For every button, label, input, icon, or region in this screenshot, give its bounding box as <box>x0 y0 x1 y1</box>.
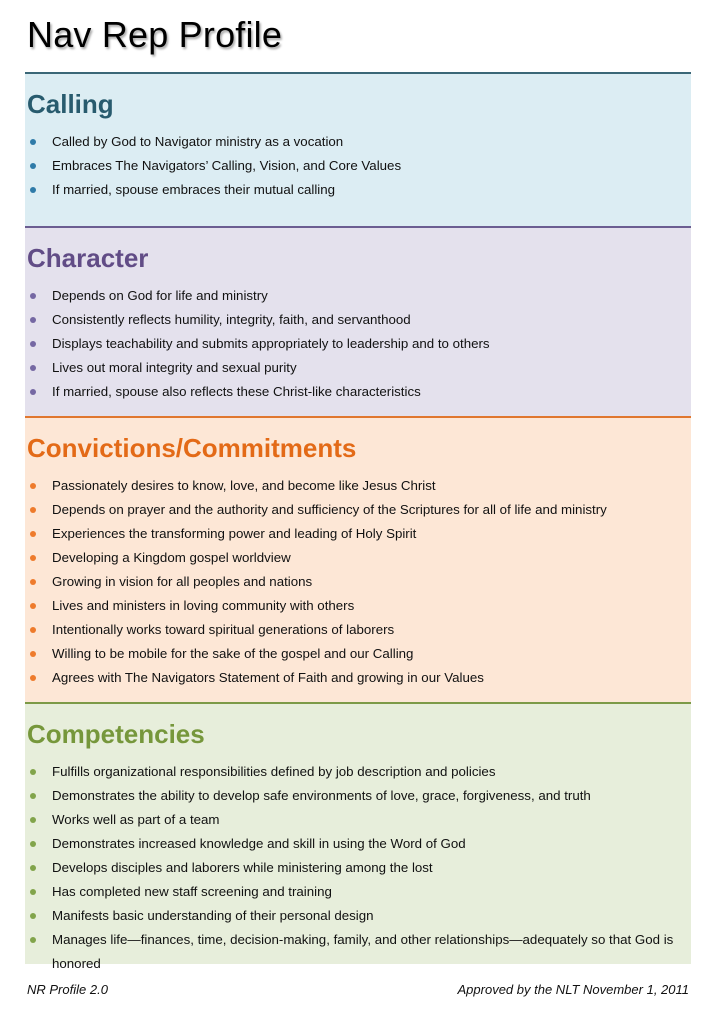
section-heading-convictions: Convictions/Commitments <box>27 433 357 463</box>
bullet-icon <box>30 293 36 299</box>
convictions-list <box>25 474 691 690</box>
list-item: Consistently reflects humility, integrity, faith, and servanthood <box>25 308 691 332</box>
bullet-icon <box>30 769 36 775</box>
list-item: Called by God to Navigator ministry as a vocation <box>25 130 691 154</box>
list-item: Depends on God for life and ministry <box>25 284 691 308</box>
bullet-icon <box>30 555 36 561</box>
list-item: Manages life—finances, time, decision-making, family, and other relationships—adequately so that God is honored <box>25 928 691 976</box>
list-item: Intentionally works toward spiritual generations of laborers <box>25 618 691 642</box>
calling-list <box>25 130 691 202</box>
bullet-icon <box>30 163 36 169</box>
bullet-icon <box>30 937 36 943</box>
list-item: Works well as part of a team <box>25 808 691 832</box>
bullet-icon <box>30 793 36 799</box>
bullet-icon <box>30 341 36 347</box>
bullet-icon <box>30 603 36 609</box>
section-competencies <box>25 702 691 971</box>
section-heading-competencies: Competencies <box>27 719 205 749</box>
list-item: Develops disciples and laborers while ministering among the lost <box>25 856 691 880</box>
bullet-icon <box>30 817 36 823</box>
bullet-icon <box>30 139 36 145</box>
section-convictions-commitments <box>25 416 691 702</box>
bullet-icon <box>30 579 36 585</box>
list-item: Demonstrates the ability to develop safe environments of love, grace, forgiveness, and truth <box>25 784 691 808</box>
list-item: If married, spouse embraces their mutual calling <box>25 178 691 202</box>
list-item: Agrees with The Navigators Statement of Faith and growing in our Values <box>25 666 691 690</box>
section-heading-calling: Calling <box>27 89 114 119</box>
section-calling <box>25 72 691 226</box>
footer-approval: Approved by the NLT November 1, 2011 <box>457 982 689 997</box>
section-heading-character: Character <box>27 243 149 273</box>
page-title: Nav Rep Profile <box>27 14 283 55</box>
list-item: Willing to be mobile for the sake of the gospel and our Calling <box>25 642 691 666</box>
list-item: Passionately desires to know, love, and become like Jesus Christ <box>25 474 691 498</box>
bullet-icon <box>30 317 36 323</box>
bullet-icon <box>30 651 36 657</box>
bullet-icon <box>30 483 36 489</box>
list-item: Depends on prayer and the authority and sufficiency of the Scriptures for all of life and ministry <box>25 498 691 522</box>
bullet-icon <box>30 913 36 919</box>
bullet-icon <box>30 627 36 633</box>
bullet-icon <box>30 365 36 371</box>
footer-version: NR Profile 2.0 <box>27 982 108 997</box>
bullet-icon <box>30 187 36 193</box>
list-item: Demonstrates increased knowledge and skill in using the Word of God <box>25 832 691 856</box>
bullet-icon <box>30 675 36 681</box>
list-item: Manifests basic understanding of their personal design <box>25 904 691 928</box>
bullet-icon <box>30 531 36 537</box>
bullet-icon <box>30 389 36 395</box>
list-item: Lives out moral integrity and sexual purity <box>25 356 691 380</box>
list-item: Has completed new staff screening and training <box>25 880 691 904</box>
competencies-list <box>25 760 691 976</box>
list-item: Lives and ministers in loving community with others <box>25 594 691 618</box>
list-item: Growing in vision for all peoples and nations <box>25 570 691 594</box>
character-list <box>25 284 691 404</box>
list-item: If married, spouse also reflects these Christ-like characteristics <box>25 380 691 404</box>
bullet-icon <box>30 841 36 847</box>
section-character <box>25 226 691 416</box>
bullet-icon <box>30 507 36 513</box>
bullet-icon <box>30 865 36 871</box>
list-item: Experiences the transforming power and leading of Holy Spirit <box>25 522 691 546</box>
list-item: Displays teachability and submits appropriately to leadership and to others <box>25 332 691 356</box>
list-item: Embraces The Navigators’ Calling, Vision, and Core Values <box>25 154 691 178</box>
list-item: Fulfills organizational responsibilities defined by job description and policies <box>25 760 691 784</box>
list-item: Developing a Kingdom gospel worldview <box>25 546 691 570</box>
bullet-icon <box>30 889 36 895</box>
